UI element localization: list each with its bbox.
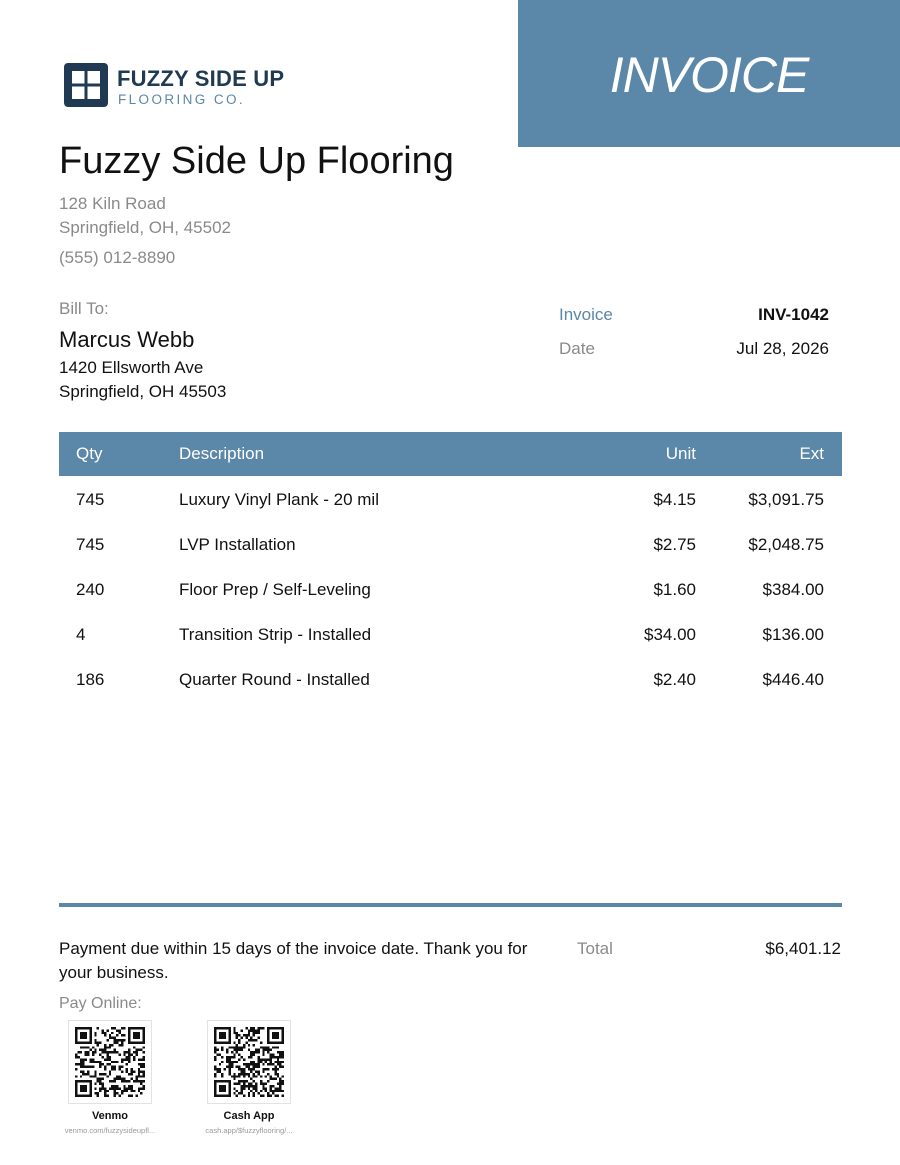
qr-code-icon[interactable] — [75, 1027, 145, 1097]
cell-ext: $3,091.75 — [748, 490, 824, 510]
cell-ext: $136.00 — [762, 624, 824, 644]
cashapp-payment[interactable] — [199, 1020, 299, 1136]
client-address-line1: 1420 Ellsworth Ave — [59, 358, 204, 377]
line-items-table — [59, 432, 842, 702]
cell-description: Quarter Round - Installed — [179, 669, 370, 689]
invoice-number-label: Invoice — [559, 305, 613, 324]
cell-unit: $2.40 — [653, 669, 696, 689]
cell-qty: 4 — [76, 624, 86, 644]
table-row — [59, 523, 842, 568]
cell-description: Transition Strip - Installed — [179, 624, 372, 644]
invoice-date: Jul 28, 2026 — [736, 339, 829, 358]
cell-ext: $446.40 — [762, 669, 824, 689]
venmo-label: Venmo — [91, 1110, 129, 1122]
invoice-banner — [518, 0, 900, 147]
cell-unit: $2.75 — [653, 535, 696, 555]
company-logo — [64, 63, 304, 109]
cell-unit: $4.15 — [653, 490, 696, 510]
invoice-date-label: Date — [559, 339, 595, 358]
logo-subtitle: FLOORING CO. — [118, 92, 246, 107]
header-ext: Ext — [799, 444, 824, 463]
client-address-line2: Springfield, OH 45503 — [59, 382, 227, 401]
total-value: $6,401.12 — [765, 939, 841, 958]
window-grid-icon — [64, 63, 108, 107]
invoice-number: INV-1042 — [758, 305, 829, 324]
logo-name: FUZZY SIDE UP — [117, 66, 285, 91]
cell-unit: $34.00 — [644, 624, 696, 644]
company-address-line2: Springfield, OH, 45502 — [59, 218, 231, 237]
cell-description: Floor Prep / Self-Leveling — [179, 579, 371, 599]
cashapp-url[interactable]: cash.app/$fuzzyflooring/... — [205, 1126, 293, 1135]
venmo-url[interactable]: venmo.com/fuzzysideupfl... — [64, 1126, 156, 1135]
company-address-line1: 128 Kiln Road — [59, 194, 166, 213]
payment-terms: Payment due within 15 days of the invoice date. Thank you for your business. — [59, 939, 528, 982]
table-row — [59, 657, 842, 702]
pay-online-label: Pay Online: — [59, 995, 142, 1012]
venmo-qr-box[interactable] — [68, 1020, 152, 1104]
cell-ext: $2,048.75 — [748, 535, 824, 555]
header-description: Description — [179, 444, 265, 463]
cell-ext: $384.00 — [762, 579, 824, 599]
totals-divider — [59, 903, 842, 907]
cashapp-qr-box[interactable] — [207, 1020, 291, 1104]
header-qty: Qty — [76, 444, 103, 463]
bill-to-label: Bill To: — [59, 299, 109, 318]
cell-qty: 745 — [76, 490, 105, 510]
table-row — [59, 476, 842, 523]
cell-qty: 186 — [76, 669, 105, 689]
invoice-title: INVOICE — [609, 47, 809, 103]
cell-qty: 745 — [76, 535, 105, 555]
table-row — [59, 612, 842, 657]
cell-unit: $1.60 — [653, 579, 696, 599]
company-name: Fuzzy Side Up Flooring — [59, 140, 454, 182]
venmo-payment[interactable] — [60, 1020, 160, 1136]
header-unit: Unit — [665, 444, 696, 463]
cashapp-label: Cash App — [223, 1110, 275, 1122]
cell-description: LVP Installation — [179, 535, 296, 555]
cell-description: Luxury Vinyl Plank - 20 mil — [179, 490, 379, 510]
company-phone: (555) 012-8890 — [59, 248, 176, 267]
client-name: Marcus Webb — [59, 327, 195, 352]
cell-qty: 240 — [76, 579, 105, 599]
table-header-row — [59, 432, 842, 476]
qr-code-icon[interactable] — [214, 1027, 284, 1097]
total-label: Total — [577, 939, 613, 958]
table-row — [59, 568, 842, 613]
